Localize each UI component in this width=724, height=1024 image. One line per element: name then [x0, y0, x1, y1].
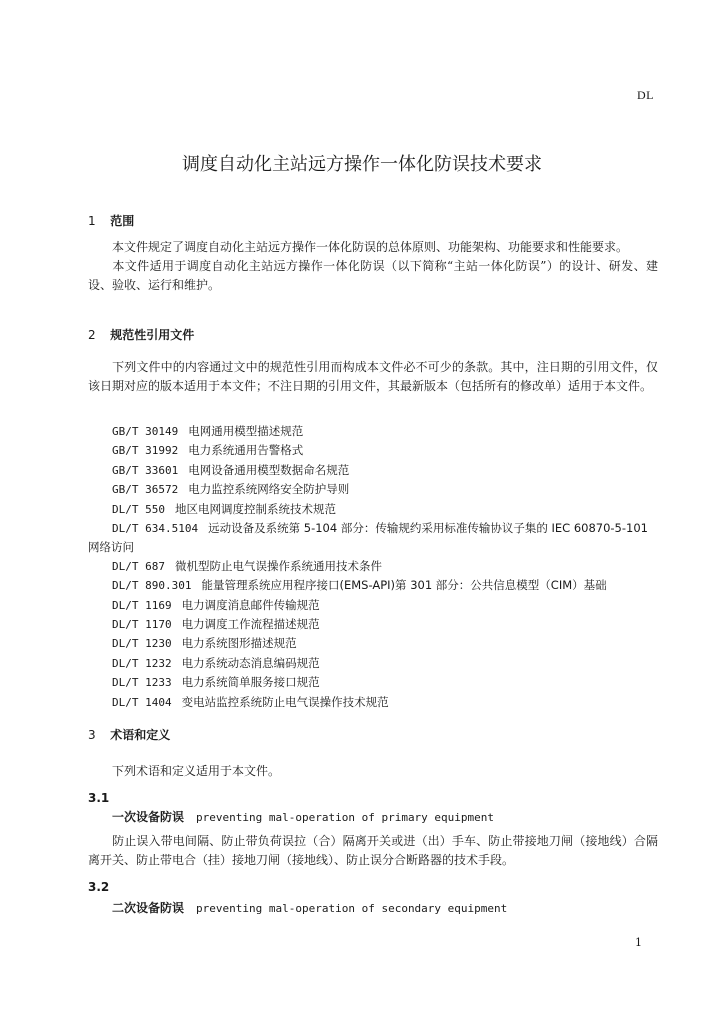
section-2-heading: [88, 326, 194, 343]
reference-item: [88, 596, 663, 615]
reference-code: DL/T 634.5104: [112, 522, 199, 536]
paragraph-text: 本文件适用于调度自动化主站远方操作一体化防误（以下简称“主站一体化防误”）的设计、研发、建设、验收、运行和维护。: [88, 259, 658, 292]
reference-item: [88, 480, 663, 499]
term-title: [112, 899, 507, 916]
section-number: 3: [88, 728, 96, 742]
section-1-heading: [88, 212, 134, 229]
section-1-paragraph-1: [88, 238, 658, 257]
reference-code: DL/T 890.301: [112, 579, 192, 593]
reference-code: DL/T 1170: [112, 618, 172, 632]
reference-item: [88, 461, 663, 480]
reference-item: [88, 654, 663, 673]
reference-item: [88, 422, 663, 441]
reference-item: [88, 441, 663, 460]
term-zh: 一次设备防误: [112, 810, 185, 824]
reference-code: GB/T 31992: [112, 444, 179, 458]
reference-item: [88, 615, 663, 634]
reference-name: 电力系统通用告警格式: [188, 443, 304, 458]
reference-code: DL/T 1169: [112, 598, 172, 612]
reference-code: DL/T 687: [112, 559, 165, 573]
term-number: 3.1: [88, 791, 110, 805]
paragraph-text: 下列术语和定义适用于本文件。: [112, 764, 281, 778]
reference-item: [88, 557, 663, 576]
term-title: [112, 808, 494, 825]
section-title: 术语和定义: [110, 728, 171, 742]
reference-code: DL/T 1233: [112, 676, 172, 690]
reference-code: DL/T 1230: [112, 637, 172, 651]
reference-code: GB/T 36572: [112, 483, 179, 497]
reference-name: 电力系统简单服务接口规范: [181, 675, 320, 690]
paragraph-text: 本文件规定了调度自动化主站远方操作一体化防误的总体原则、功能架构、功能要求和性能要求。: [112, 240, 629, 254]
document-title: 调度自动化主站远方操作一体化防误技术要求: [182, 154, 542, 175]
paragraph-text: 下列文件中的内容通过文中的规范性引用而构成本文件必不可少的条款。其中，注日期的引用文件，仅该日期对应的版本适用于本文件；不注日期的引用文件，其最新版本（包括所有的修改单）适用于本文件。: [88, 360, 658, 393]
reference-name: 电力监控系统网络安全防护导则: [188, 482, 350, 497]
reference-item: [88, 673, 663, 692]
reference-item: [88, 576, 663, 595]
paragraph-text: 防止误入带电间隔、防止带负荷误拉（合）隔离开关或进（出）手车、防止带接地刀闸（接地线）合隔离开关、防止带电合（挂）接地刀闸（接地线）、防止误分合断路器的技术手段。: [88, 834, 658, 867]
term-number: 3.2: [88, 880, 110, 894]
standard-code: DL: [637, 88, 654, 102]
term-zh: 二次设备防误: [112, 901, 185, 915]
reference-item: [88, 693, 663, 712]
reference-name: 远动设备及系统第 5-104 部分：传输规约采用标准传输协议子集的 IEC 60870-5-101 网络访问: [88, 521, 648, 555]
reference-name: 变电站监控系统防止电气误操作技术规范: [181, 694, 389, 709]
reference-name: 电网通用模型描述规范: [188, 424, 304, 438]
reference-code: DL/T 1404: [112, 695, 172, 709]
section-title: 范围: [110, 214, 135, 228]
section-title: 规范性引用文件: [110, 328, 195, 342]
section-number: 2: [88, 328, 96, 342]
reference-name: 电力调度消息邮件传输规范: [181, 597, 320, 612]
reference-code: GB/T 30149: [112, 425, 179, 438]
reference-name: 地区电网调度控制系统技术规范: [174, 501, 336, 516]
reference-name: 电网设备通用模型数据命名规范: [188, 462, 350, 477]
term-definition: [88, 832, 658, 869]
reference-name: 电力系统动态消息编码规范: [181, 655, 320, 670]
reference-name: 电力调度工作流程描述规范: [181, 617, 320, 632]
section-number: 1: [88, 214, 96, 228]
reference-name: 电力系统图形描述规范: [181, 636, 297, 651]
section-2-intro: [88, 358, 658, 395]
reference-item: [88, 500, 663, 519]
section-1-paragraph-2: [88, 257, 658, 294]
section-3-heading: [88, 726, 170, 743]
reference-item: [88, 519, 663, 557]
reference-item: [88, 634, 663, 653]
page-number: 1: [635, 936, 642, 949]
reference-list: [88, 422, 663, 712]
reference-code: DL/T 1232: [112, 656, 172, 670]
reference-name: 微机型防止电气误操作系统通用技术条件: [174, 558, 382, 573]
reference-code: DL/T 550: [112, 502, 165, 516]
term-en: preventing mal-operation of primary equipment: [196, 811, 495, 824]
section-3-intro: [88, 762, 658, 781]
reference-code: GB/T 33601: [112, 463, 179, 477]
term-en: preventing mal-operation of secondary equipment: [196, 902, 508, 915]
reference-name: 能量管理系统应用程序接口(EMS-API)第 301 部分：公共信息模型（CIM）基础: [201, 578, 607, 593]
